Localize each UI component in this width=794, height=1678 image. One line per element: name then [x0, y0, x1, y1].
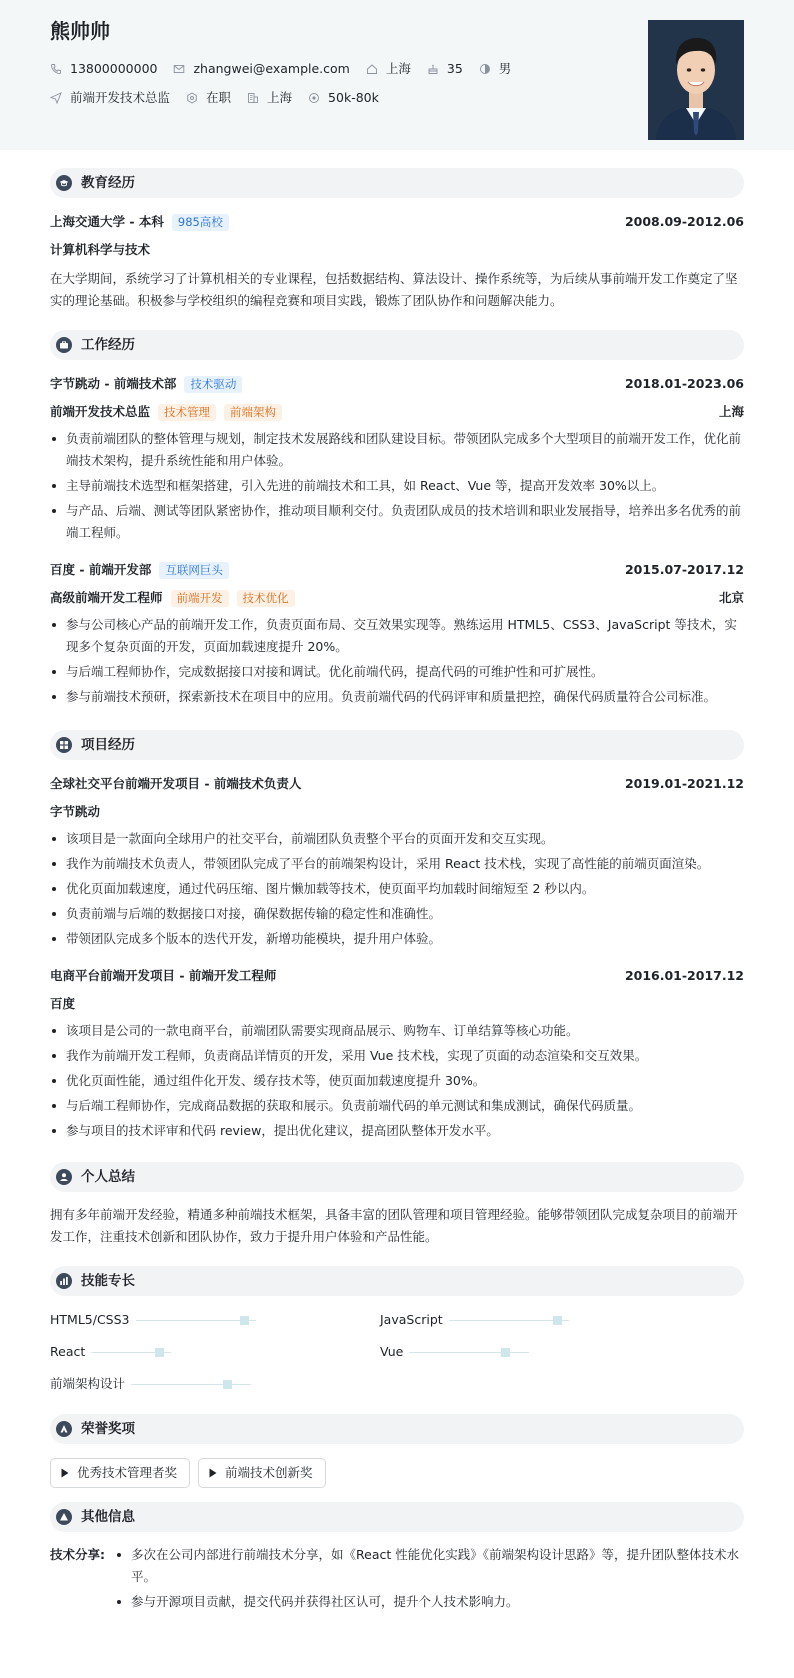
section-other-title: 其他信息 — [81, 1508, 135, 1525]
project-head — [50, 774, 744, 794]
work-position-tag: 前端开发 — [171, 590, 229, 607]
skill-item — [380, 1342, 710, 1362]
skill-item — [50, 1310, 380, 1330]
candidate-name: 熊帅帅 — [50, 19, 110, 43]
work-head — [50, 374, 744, 394]
graduation-cap-icon — [56, 175, 72, 191]
work-position-row — [50, 588, 744, 608]
summary-text: 拥有多年前端开发经验，精通多种前端技术框架，具备丰富的团队管理和项目管理经验。能够带领团队完成复杂项目的前端开发工作，注重技术创新和团队协作，致力于提升用户体验和产品性能。 — [50, 1207, 738, 1244]
skill-name: 前端架构设计 — [50, 1375, 126, 1391]
bar-chart-icon — [56, 1273, 72, 1289]
phone-icon — [50, 63, 62, 75]
work-position-tag: 技术优化 — [237, 590, 295, 607]
work-position-tag: 技术管理 — [158, 404, 216, 421]
section-work-title: 工作经历 — [81, 336, 135, 353]
location-text: 上海 — [385, 60, 411, 76]
section-other — [50, 1502, 744, 1532]
education-major: 计算机科学与技术 — [50, 241, 151, 257]
section-skills-title: 技能专长 — [81, 1272, 135, 1289]
project-head — [50, 966, 744, 986]
project-bullets — [50, 1020, 744, 1142]
list-item: 与后端工程师协作，完成商品数据的获取和展示。负责前端代码的单元测试和集成测试，确保代码质量。 — [50, 1095, 744, 1117]
target-city-text: 上海 — [267, 89, 293, 105]
project-company: 字节跳动 — [50, 804, 101, 819]
send-icon — [50, 92, 62, 104]
award-label: 优秀技术管理者奖 — [77, 1464, 178, 1480]
project-entry — [50, 966, 744, 1142]
skill-level-bar — [136, 1320, 256, 1321]
home-icon — [366, 63, 378, 75]
education-entry — [50, 212, 744, 312]
section-honors — [50, 1414, 744, 1444]
award-item — [50, 1458, 190, 1488]
skill-name: HTML5/CSS3 — [50, 1311, 130, 1327]
age-text: 35 — [446, 60, 463, 76]
list-item: 该项目是一款面向全球用户的社交平台，前端团队负责整个平台的页面开发和交互实现。 — [50, 828, 744, 850]
briefcase-icon — [56, 337, 72, 353]
skill-level-bar — [131, 1384, 251, 1385]
job-title-info — [50, 89, 170, 108]
section-work — [50, 330, 744, 360]
awards-list — [50, 1458, 744, 1488]
list-item: 与产品、后端、测试等团队紧密协作，推动项目顺利交付。负责团队成员的技术培训和职业发展指导，培养出多名优秀的前端工程师。 — [50, 500, 744, 544]
list-item: 优化页面加载速度，通过代码压缩、图片懒加载等技术，使页面平均加载时间缩短至 2 秒以内。 — [50, 878, 744, 900]
phone-text: 13800000000 — [70, 60, 158, 76]
building-icon — [247, 92, 259, 104]
status-info — [186, 89, 231, 108]
work-city: 北京 — [718, 589, 744, 605]
skill-level-marker — [240, 1316, 249, 1325]
status-text: 在职 — [206, 89, 232, 105]
email-info — [173, 60, 349, 79]
list-item: 我作为前端技术负责人，带领团队完成了平台的前端架构设计，采用 React 技术栈，实现了高性能的前端页面渲染。 — [50, 853, 744, 875]
other-info — [50, 1544, 744, 1613]
skills-list — [50, 1310, 744, 1406]
education-major-row — [50, 240, 744, 260]
list-item: 参与项目的技术评审和代码 review，提出优化建议，提高团队整体开发水平。 — [50, 1120, 744, 1142]
list-item: 参与公司核心产品的前端开发工作，负责页面布局、交互效果实现等。熟练运用 HTML5、CSS3、JavaScript 等技术，实现多个复杂页面的开发，页面加载速度提升 20%。 — [50, 614, 744, 658]
section-projects-title: 项目经历 — [81, 736, 135, 753]
award-label: 前端技术创新奖 — [225, 1464, 313, 1480]
mail-icon — [173, 63, 185, 75]
skill-name: React — [50, 1343, 86, 1359]
project-title: 电商平台前端开发项目 - 前端开发工程师 — [50, 967, 277, 983]
skill-name: JavaScript — [380, 1311, 443, 1327]
section-summary — [50, 1162, 744, 1192]
contact-row — [50, 60, 744, 78]
skill-item — [380, 1310, 710, 1330]
project-bullets — [50, 828, 744, 950]
skill-level-bar — [409, 1352, 529, 1353]
list-item: 负责前端与后端的数据接口对接，确保数据传输的稳定性和准确性。 — [50, 903, 744, 925]
location-info — [366, 60, 411, 79]
list-item: 该项目是公司的一款电商平台，前端团队需要实现商品展示、购物车、订单结算等核心功能。 — [50, 1020, 744, 1042]
work-head — [50, 560, 744, 580]
work-company: 百度 - 前端开发部 — [50, 561, 152, 577]
list-item: 优化页面性能，通过组件化开发、缓存技术等，使页面加载速度提升 30%。 — [50, 1070, 744, 1092]
work-position-row — [50, 402, 744, 422]
work-entry — [50, 374, 744, 544]
list-item: 与后端工程师协作，完成数据接口对接和调试。优化前端代码，提高代码的可维护性和可扩展性。 — [50, 661, 744, 683]
gender-text: 男 — [498, 60, 512, 76]
project-period: 2019.01-2021.12 — [624, 775, 744, 791]
avatar-photo — [648, 20, 744, 140]
skill-name: Vue — [380, 1343, 404, 1359]
resume-content — [0, 168, 794, 1613]
list-item: 多次在公司内部进行前端技术分享，如《React 性能优化实践》《前端架构设计思路》等，提升团队整体技术水平。 — [115, 1544, 744, 1588]
other-bullets — [115, 1544, 744, 1613]
list-item: 参与前端技术预研，探索新技术在项目中的应用。负责前端代码的代码评审和质量把控，确保代码质量符合公司标准。 — [50, 686, 744, 708]
section-summary-title: 个人总结 — [81, 1168, 135, 1185]
coin-icon — [308, 92, 320, 104]
project-period: 2016.01-2017.12 — [624, 967, 744, 983]
education-description: 在大学期间，系统学习了计算机相关的专业课程，包括数据结构、算法设计、操作系统等，为后续从事前端开发工作奠定了坚实的理论基础。积极参与学校组织的编程竞赛和项目实践，锻炼了团队协作和问题解决能力。 — [50, 271, 738, 308]
skill-level-marker — [155, 1348, 164, 1357]
skill-item — [50, 1374, 380, 1394]
gender-icon — [479, 63, 491, 75]
age-info — [427, 60, 463, 79]
school-tag: 985高校 — [172, 214, 229, 231]
project-title: 全球社交平台前端开发项目 - 前端技术负责人 — [50, 775, 302, 791]
work-company: 字节跳动 - 前端技术部 — [50, 375, 177, 391]
project-entry — [50, 774, 744, 950]
skill-level-marker — [501, 1348, 510, 1357]
education-head — [50, 212, 744, 232]
play-icon — [209, 1468, 217, 1478]
work-position-tag: 前端架构 — [224, 404, 282, 421]
resume-header — [0, 0, 794, 150]
work-bullets — [50, 428, 744, 544]
work-period: 2018.01-2023.06 — [624, 375, 744, 391]
list-item: 我作为前端开发工程师，负责商品详情页的开发，采用 Vue 技术栈，实现了页面的动态渲染和交互效果。 — [50, 1045, 744, 1067]
salary-info — [308, 89, 379, 108]
other-label: 技术分享: — [50, 1547, 105, 1562]
work-company-tag: 互联网巨头 — [159, 562, 229, 579]
list-item: 负责前端团队的整体管理与规划，制定技术发展路线和团队建设目标。带领团队完成多个大型项目的前端开发工作，优化前端技术架构，提升系统性能和用户体验。 — [50, 428, 744, 472]
school-name: 上海交通大学 - 本科 — [50, 213, 164, 229]
email-text: zhangwei@example.com — [193, 60, 350, 76]
play-icon — [61, 1468, 69, 1478]
cake-icon — [427, 63, 439, 75]
section-honors-title: 荣誉奖项 — [81, 1420, 135, 1437]
salary-text: 50k-80k — [328, 89, 379, 105]
education-period: 2008.09-2012.06 — [624, 213, 744, 229]
gender-info — [479, 60, 512, 79]
list-item: 主导前端技术选型和框架搭建，引入先进的前端技术和工具，如 React、Vue 等，提高开发效率 30%以上。 — [50, 475, 744, 497]
work-company-tag: 技术驱动 — [184, 376, 242, 393]
skill-level-marker — [553, 1316, 562, 1325]
project-company: 百度 — [50, 996, 76, 1011]
work-position: 高级前端开发工程师 — [50, 589, 163, 605]
section-projects — [50, 730, 744, 760]
info-icon — [56, 1509, 72, 1525]
work-city: 上海 — [718, 403, 744, 419]
skill-level-bar — [91, 1352, 171, 1353]
list-item: 带领团队完成多个版本的迭代开发，新增功能模块，提升用户体验。 — [50, 928, 744, 950]
job-row — [50, 89, 744, 107]
award-item — [198, 1458, 326, 1488]
skill-level-bar — [449, 1320, 569, 1321]
work-bullets — [50, 614, 744, 708]
list-item: 参与开源项目贡献，提交代码并获得社区认可，提升个人技术影响力。 — [115, 1591, 744, 1613]
section-education-title: 教育经历 — [81, 174, 135, 191]
phone-info — [50, 60, 157, 79]
trophy-icon — [56, 1421, 72, 1437]
target-city-info — [247, 89, 292, 108]
grid-icon — [56, 737, 72, 753]
user-icon — [56, 1169, 72, 1185]
work-position: 前端开发技术总监 — [50, 403, 151, 419]
hexagon-icon — [186, 92, 198, 104]
skill-level-marker — [223, 1380, 232, 1389]
work-period: 2015.07-2017.12 — [624, 561, 744, 577]
skill-item — [50, 1342, 380, 1362]
section-education — [50, 168, 744, 198]
work-entry — [50, 560, 744, 708]
section-skills — [50, 1266, 744, 1296]
job-title-text: 前端开发技术总监 — [70, 89, 171, 105]
